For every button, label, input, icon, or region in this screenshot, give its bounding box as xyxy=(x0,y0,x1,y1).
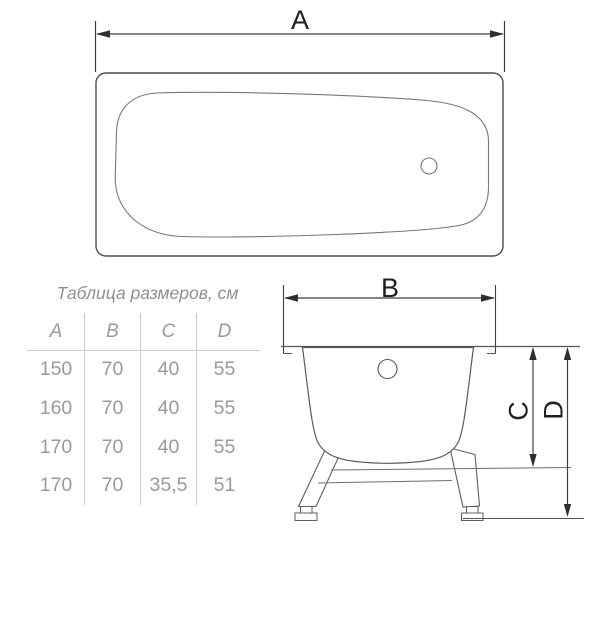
foot-right-base xyxy=(462,513,484,521)
arrowhead-left-icon xyxy=(96,30,110,38)
tub-leg-right xyxy=(450,448,480,507)
arrowhead-down-icon xyxy=(564,504,571,517)
size-cell: 35,5 xyxy=(140,466,196,505)
overflow-hole-icon xyxy=(378,360,397,379)
size-cell: 170 xyxy=(39,435,73,458)
size-table-title: Таблица размеров, см xyxy=(56,283,239,303)
foot-left-stem xyxy=(301,507,313,514)
size-cell: 55 xyxy=(196,428,252,467)
col-header-c: C xyxy=(140,313,196,350)
size-cell: 160 xyxy=(39,396,73,419)
table-header-divider xyxy=(27,350,260,351)
arrowhead-left-icon xyxy=(284,294,298,302)
size-cell: 70 xyxy=(84,350,140,389)
tub-leg-left xyxy=(299,450,340,507)
col-header-d: D xyxy=(196,313,252,350)
size-cell: 170 xyxy=(39,474,73,497)
foot-right-stem xyxy=(467,507,479,514)
size-cell: 70 xyxy=(84,428,140,467)
size-cell: 40 xyxy=(140,350,196,389)
col-header-a: A xyxy=(49,321,63,342)
arrowhead-right-icon xyxy=(490,30,504,38)
arrowhead-up-icon xyxy=(529,347,536,360)
leg-crossbar-upper xyxy=(331,468,571,471)
bathtub-top-view xyxy=(96,5,505,256)
size-cell: 70 xyxy=(84,389,140,428)
arrowhead-down-icon xyxy=(529,454,536,467)
arrowhead-up-icon xyxy=(564,347,571,360)
size-cell: 150 xyxy=(39,358,73,380)
size-cell: 51 xyxy=(196,466,252,505)
size-cell: 55 xyxy=(196,350,252,389)
leg-crossbar-lower xyxy=(318,481,452,484)
dim-a-label: A xyxy=(290,5,310,35)
col-header-b: B xyxy=(84,313,140,350)
tub-outer-rim xyxy=(96,73,503,256)
size-cell: 70 xyxy=(84,466,140,505)
drain-hole-icon xyxy=(421,158,437,174)
size-table-grid xyxy=(28,313,252,505)
size-cell: 55 xyxy=(196,389,252,428)
dim-d-label: D xyxy=(538,400,569,420)
foot-left-base xyxy=(295,513,317,521)
size-cell: 40 xyxy=(140,389,196,428)
arrowhead-right-icon xyxy=(481,294,495,302)
bathtub-side-view xyxy=(281,273,584,521)
dim-c-label: C xyxy=(503,401,534,421)
dim-b-label: B xyxy=(380,273,400,303)
size-cell: 40 xyxy=(140,428,196,467)
